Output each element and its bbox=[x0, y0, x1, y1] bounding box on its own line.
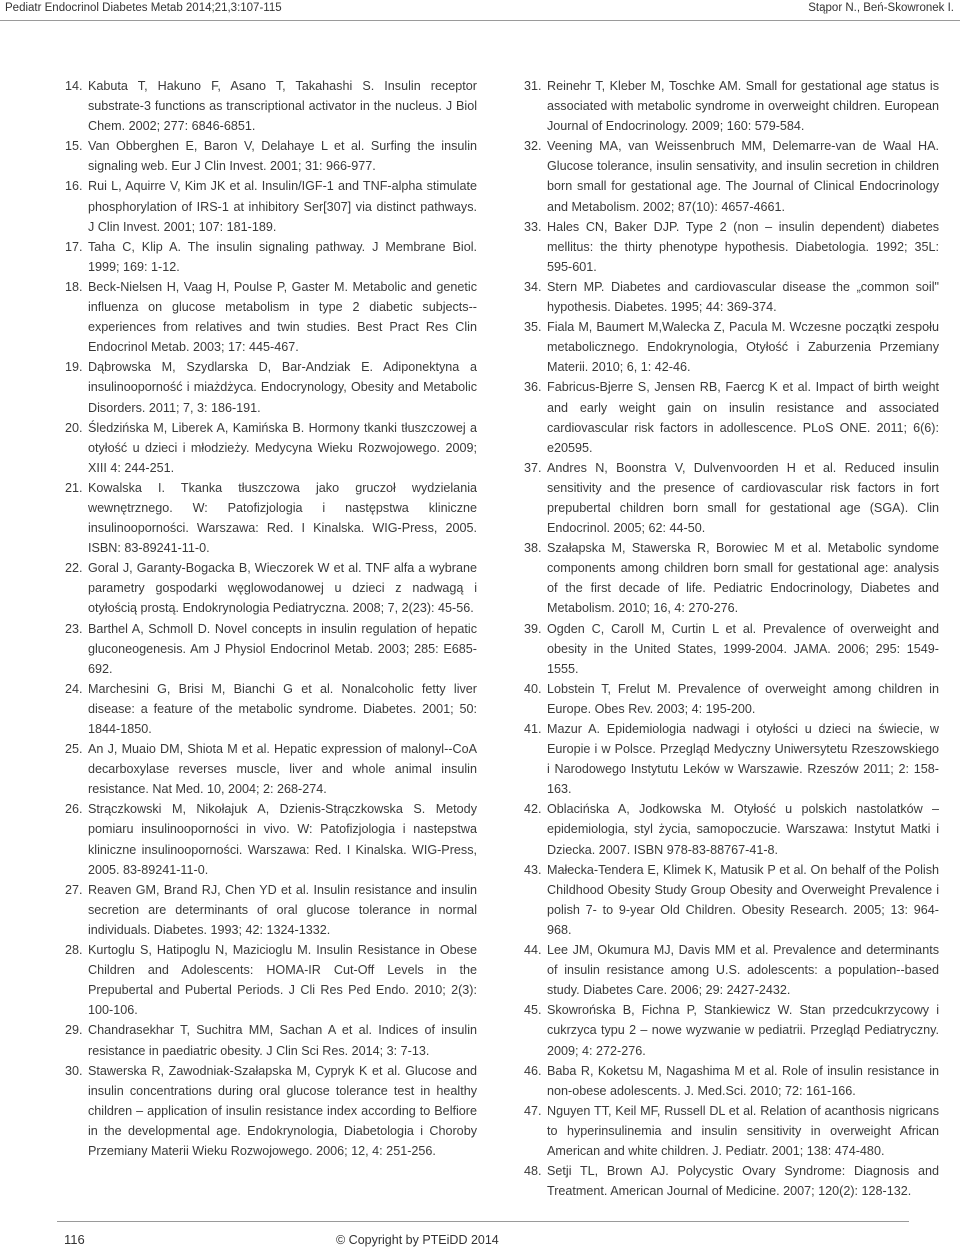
reference-item: 22. Goral J, Garanty-Bogacka B, Wieczorek W et al. TNF alfa a wybrane parametry gospodarki węglowodanowej u dzieci z nadwagą i otyłością prostą. Endokrynologia Pediatryczna. 2008; 7, 2(23): 45-56. bbox=[65, 561, 477, 616]
reference-item: 30. Stawerska R, Zawodniak-Szałapska M, Cypryk K et al. Glucose and insulin concentrations during oral glucose tolerance test in healthy children – application of insulin resistance index according to Belfiore in the developmental age. Endokrynologia, Diabetologia i Choroby Przemiany Materii Wieku Rozwojowego. 2006; 12, 4: 251-256. bbox=[65, 1063, 477, 1158]
reference-item: 48. Setji TL, Brown AJ. Polycystic Ovary Syndrome: Diagnosis and Treatment. American Journal of Medicine. 2007; 120(2): 128-132. bbox=[524, 1164, 939, 1199]
reference-item: 38. Szałapska M, Stawerska R, Borowiec M et al. Metabolic syndome components among children born small for gestational age: analysis of the first decade of life. Pediatric Endocrinology, Diabetes and Metabolism. 2010; 16, 4: 270-276. bbox=[524, 541, 939, 616]
reference-item: 35. Fiala M, Baumert M,Walecka Z, Pacula M. Wczesne początki zespołu metabolicznego. Endokrynologia, Otyłość i Zaburzenia Przemiany Materii. 2010; 6, 1: 42-46. bbox=[524, 320, 939, 375]
copyright-notice: © Copyright by PTEiDD 2014 bbox=[336, 1233, 499, 1247]
header-authors: Stąpor N., Beń-Skowronek I. bbox=[808, 2, 954, 14]
reference-item: 47. Nguyen TT, Keil MF, Russell DL et al. Relation of acanthosis nigricans to hyperinsulinemia and insulin sensitivity in overweight African American and white children. J. Pediatr. 2001; 138: 474-480. bbox=[524, 1103, 939, 1158]
reference-item: 16. Rui L, Aquirre V, Kim JK et al. Insulin/IGF-1 and TNF-alpha stimulate phosphorylation of IRS-1 at inhibitory Ser[307] via distinct pathways. J Clin Invest. 2001; 107: 181-189. bbox=[65, 179, 477, 234]
footer-divider bbox=[57, 1221, 909, 1222]
reference-item: 21. Kowalska I. Tkanka tłuszczowa jako gruczoł wydzielania wewnętrznego. W: Patofizjologia i następstwa kliniczne insulinooporności. Warszawa: Red. I Kinalska. WIG-Press, 2005. ISBN: 83-89241-11-0. bbox=[65, 480, 477, 556]
journal-citation: Pediatr Endocrinol Diabetes Metab 2014;21,3:107-115 bbox=[5, 2, 282, 14]
reference-item: 28. Kurtoglu S, Hatipoglu N, Mazicioglu M. Insulin Resistance in Obese Children and Adolescents: HOMA-IR Cut-Off Levels in the Prepubertal and Pubertal Periods. J Cli Res Ped Endo. 2010; 2(3): 100-106. bbox=[65, 943, 477, 1018]
running-header bbox=[0, 0, 960, 21]
reference-item: 37. Andres N, Boonstra V, Dulvenvoorden H et al. Reduced insulin sensitivity and the presence of cardiovascular risk factors in fort prepubertal children born small for gestational age (SGA). Clin Endocrinol. 2005; 62: 44-50. bbox=[524, 460, 939, 536]
reference-item: 19. Dąbrowska M, Szydlarska D, Bar-Andziak E. Adiponektyna a insulinooporność i miażdżyca. Endocrynology, Obesity and Metabolic Disorders. 2011; 7, 3: 186-191. bbox=[65, 360, 477, 415]
reference-item: 25. An J, Muaio DM, Shiota M et al. Hepatic expression of malonyl--CoA decarboxylase reverses muscle, liver and whole animal insulin resistance. Nat Med. 10, 2004; 2: 268-274. bbox=[65, 742, 477, 797]
reference-item: 31. Reinehr T, Kleber M, Toschke AM. Small for gestational age status is associated with metabolic syndrome in overweight children. European Journal of Endocrinology. 2009; 160: 579-584. bbox=[524, 79, 939, 134]
reference-item: 29. Chandrasekhar T, Suchitra MM, Sachan A et al. Indices of insulin resistance in paediatric obesity. J Clin Sci Res. 2014; 3: 7-13. bbox=[65, 1023, 477, 1058]
reference-item: 27. Reaven GM, Brand RJ, Chen YD et al. Insulin resistance and insulin secretion are determinants of oral glucose tolerance in normal individuals. Diabetes. 1993; 42: 1324-1332. bbox=[65, 882, 477, 937]
reference-item: 44. Lee JM, Okumura MJ, Davis MM et al. Prevalence and determinants of insulin resistance among U.S. adolescents: a population--based study. Diabetes Care. 2006; 29: 2427-2432. bbox=[524, 943, 939, 998]
reference-item: 24. Marchesini G, Brisi M, Bianchi G et al. Nonalcoholic fetty liver disease: a feature of the metabolic syndrome. Diabetes. 2001; 50: 1844-1850. bbox=[65, 681, 477, 736]
reference-item: 39. Ogden C, Caroll M, Curtin L et al. Prevalence of overweight and obesity in the United States, 1999-2004. JAMA. 2006; 295: 1549-1555. bbox=[524, 621, 939, 676]
page-number: 116 bbox=[64, 1232, 85, 1247]
reference-item: 36. Fabricus-Bjerre S, Jensen RB, Faercg K et al. Impact of birth weight and early weight gain on insulin resistance and associated cardiovascular risk factors in adollescence. PLoS ONE. 2011; 6(6): e20595. bbox=[524, 380, 939, 455]
reference-item: 14. Kabuta T, Hakuno F, Asano T, Takahashi S. Insulin receptor substrate-3 functions as transcriptional activator in the nucleus. J Biol Chem. 2002; 277: 6846-6851. bbox=[65, 79, 477, 134]
reference-item: 34. Stern MP. Diabetes and cardiovascular disease the „common soil" hypothesis. Diabetes. 1995; 44: 369-374. bbox=[524, 279, 939, 315]
reference-item: 45. Skowrońska B, Fichna P, Stankiewicz W. Stan przedcukrzycowy i cukrzyca typu 2 – nowe wyzwanie w pediatrii. Przegląd Pediatryczny. 2009; 4: 272-276. bbox=[524, 1003, 939, 1058]
reference-item: 18. Beck-Nielsen H, Vaag H, Poulse P, Gaster M. Metabolic and genetic influenza on glucose metabolism in type 2 diabetic subjects--experiences from relatives and twin studies. Best Pract Res Clin Endocrinol Metab. 2003; 17: 445-467. bbox=[65, 279, 477, 355]
reference-item: 42. Oblacińska A, Jodkowska M. Otyłość u polskich nastolatków – epidemiologia, styl życia, samopoczucie. Warszawa: Instytut Matki i Dziecka. 2007. ISBN 978-83-88767-41-8. bbox=[524, 802, 939, 857]
reference-item: 43. Małecka-Tendera E, Klimek K, Matusik P et al. On behalf of the Polish Childhood Obesity Study Group Obesity and Overweight Prevalence i polish 7- to 9-year Old Children. Obesity Research. 2005; 13: 964-968. bbox=[524, 862, 939, 937]
reference-item: 40. Lobstein T, Frelut M. Prevalence of overweight among children in Europe. Obes Rev. 2003; 4: 195-200. bbox=[524, 681, 939, 716]
reference-item: 17. Taha C, Klip A. The insulin signaling pathway. J Membrane Biol. 1999; 169: 1-12. bbox=[65, 239, 477, 274]
references-left-column bbox=[65, 76, 477, 1161]
reference-item: 41. Mazur A. Epidemiologia nadwagi i otyłości u dzieci na świecie, w Europie i w Polsce. Przegląd Medyczny Uniwersytetu Rzeszowskiego i Narodowego Instytutu Leków w Warszawie. Rzeszów 2011; 2: 158-163. bbox=[524, 722, 939, 797]
reference-item: 26. Strączkowski M, Nikołajuk A, Dzienis-Strączkowska S. Metody pomiaru insulinooporności in vivo. W: Patofizjologia i nastepstwa kliniczne insulinooporności. Warszawa: Red. I Kinalska. WIG-Press, 2005. 83-89241-11-0. bbox=[65, 802, 477, 877]
reference-item: 23. Barthel A, Schmoll D. Novel concepts in insulin regulation of hepatic gluconeogenesis. Am J Physiol Endocrinol Metab. 2003; 285: E685-692. bbox=[65, 621, 477, 676]
reference-item: 33. Hales CN, Baker DJP. Type 2 (non – insulin dependent) diabetes mellitus: the thirty phenotype hypothesis. Diabetologia. 1992; 35L: 595-601. bbox=[524, 219, 939, 274]
reference-item: 15. Van Obberghen E, Baron V, Delahaye L et al. Surfing the insulin signaling web. Eur J Clin Invest. 2001; 31: 966-977. bbox=[65, 139, 477, 174]
reference-item: 20. Śledzińska M, Liberek A, Kamińska B. Hormony tkanki tłuszczowej a otyłość u dzieci i młodzieży. Medycyna Wieku Rozwojowego. 2009; XIII 4: 244-251. bbox=[65, 420, 477, 475]
reference-item: 46. Baba R, Koketsu M, Nagashima M et al. Role of insulin resistance in non-obese adolescents. J. Med.Sci. 2010; 72: 161-166. bbox=[524, 1063, 939, 1098]
references-right-column bbox=[524, 76, 939, 1201]
reference-item: 32. Veening MA, van Weissenbruch MM, Delemarre-van de Waal HA. Glucose tolerance, insulin sensativity, and insulin secretion in children born small for gestational age. The Journal of Clinical Endocrinology and Metabolism. 2002; 87(10): 4657-4661. bbox=[524, 139, 939, 214]
